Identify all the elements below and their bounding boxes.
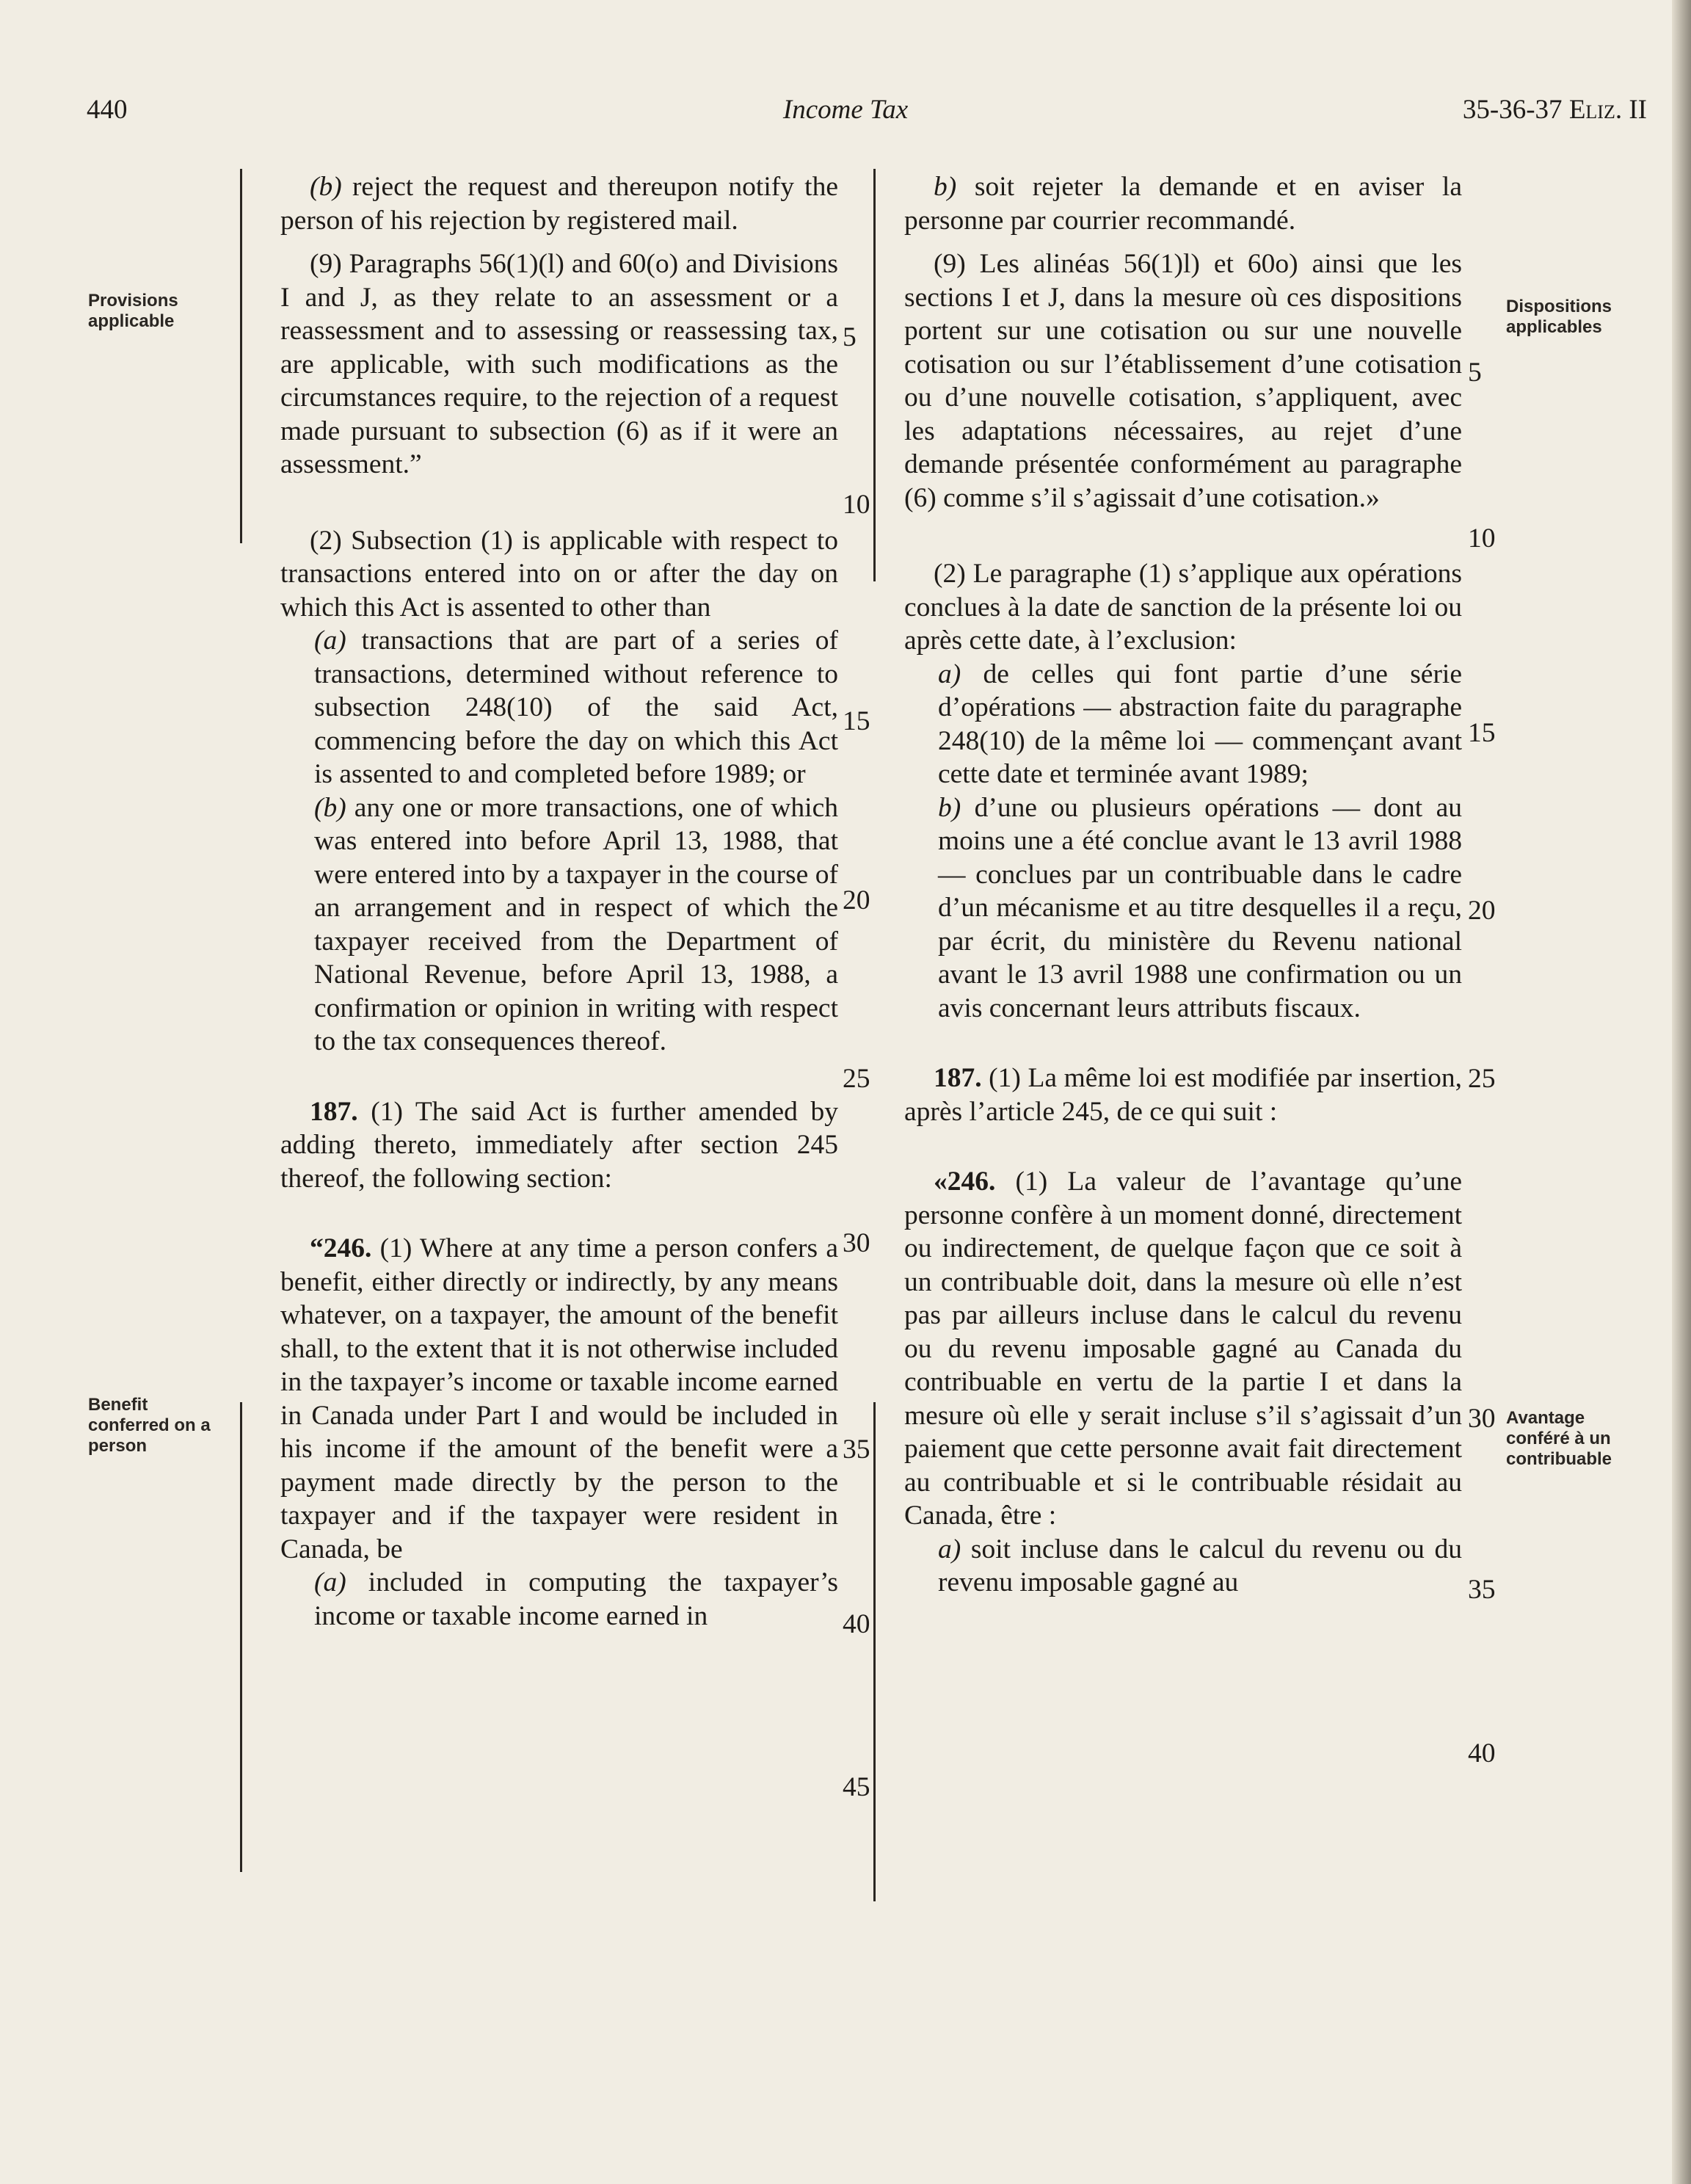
page-number: 440 <box>87 95 128 125</box>
en-text-187: (1) The said Act is further amended by adding thereto, immediately after section 245 thereof, the following section: <box>280 1096 838 1194</box>
fr-section-number-187: 187. <box>934 1063 982 1093</box>
margin-note-provisions: Provisions applicable <box>88 291 178 331</box>
en-section-246 <box>280 1232 838 1566</box>
fr-section-187 <box>904 1062 1462 1128</box>
fr-text-187: (1) La même loi est modifiée par insertion, après l’article 245, de ce qui suit : <box>904 1063 1462 1127</box>
line-number-en-15: 15 <box>843 706 870 736</box>
fr-label-b: b) <box>934 172 957 202</box>
margin-note-avantage: Avantage conféré à un contribuable <box>1506 1408 1612 1469</box>
en-section-number-187: 187. <box>310 1096 358 1127</box>
line-number-fr-20: 20 <box>1468 896 1496 926</box>
en-text-reject: reject the request and thereupon notify the person of his rejection by registered mail. <box>280 172 838 236</box>
fr-text-b2: d’une ou plusieurs opérations — dont au moins une a été conclue avant le 13 avril 1988 — conclues par un contribuable dans le cadre d’un mécanisme et au titre desquelles il a reçu, par écrit, du ministère du Revenu national avant le 13 avril 1988 une confirmation ou un avis concernant leurs attributs fiscaux. <box>938 792 1462 1023</box>
line-number-fr-15: 15 <box>1468 718 1496 748</box>
fr-label-b2: b) <box>938 792 961 823</box>
margin-note-dispositions: Dispositions applicables <box>1506 297 1612 337</box>
en-text-a: transactions that are part of a series of transactions, determined without reference to subsection 248(10) of the said Act, commencing before the day on which this Act is assented to and completed before 1989; or <box>314 625 838 789</box>
fr-text-a: de celles qui font partie d’une série d’opérations — abstraction faite du paragraphe 248(10) de la même loi — commençant avant cette date et terminée avant 1989; <box>938 659 1462 789</box>
line-number-en-10: 10 <box>843 490 870 520</box>
line-number-en-25: 25 <box>843 1064 870 1094</box>
ref-prefix: 35-36-37 <box>1462 95 1569 125</box>
line-number-fr-25: 25 <box>1468 1064 1496 1094</box>
en-item-a <box>280 624 838 791</box>
line-number-fr-35: 35 <box>1468 1575 1496 1605</box>
running-title: Income Tax <box>782 95 909 125</box>
fr-text-246: (1) La valeur de l’avantage qu’une personne confère à un moment donné, directement ou indirectement, de quelque façon que ce soit à un contribuable doit, dans la mesure où elle n’est pas par ailleurs incluse dans le calcul du revenu ou du revenu imposable gagné au Canada du contribuable en vertu de la partie I et dans la mesure où elle y serait incluse s’il s’agissait d’un paiement que cette personne avait fait directement au contribuable et si le contribuable résidait au Canada, être : <box>904 1167 1462 1531</box>
line-number-en-5: 5 <box>843 322 857 352</box>
fr-para-2: (2) Le paragraphe (1) s’applique aux opérations conclues à la date de sanction de la présente loi ou après cette date, à l’exclusion: <box>904 559 1462 656</box>
fr-text-rejeter: soit rejeter la demande et en aviser la personne par courrier recommandé. <box>904 172 1462 236</box>
line-number-en-30: 30 <box>843 1228 870 1258</box>
english-column <box>280 170 838 1633</box>
french-column <box>904 170 1462 1600</box>
line-number-fr-5: 5 <box>1468 358 1482 388</box>
en-item-246-a <box>280 1566 838 1633</box>
line-number-en-40: 40 <box>843 1609 870 1639</box>
fr-para-b-rejeter <box>904 170 1462 237</box>
fr-section-number-246: «246. <box>934 1167 996 1197</box>
en-section-number-246: “246. <box>310 1233 372 1263</box>
en-section-187 <box>280 1095 838 1196</box>
en-text-b2: any one or more transactions, one of which was entered into before April 13, 1988, that were entered into by a taxpayer in the course of an arrangement and in respect of which the taxpayer received from the Department of National Revenue, before April 13, 1988, a confirmation or opinion in writing with respect to the tax consequences thereof. <box>314 792 838 1056</box>
amendment-bar-fr-1 <box>873 169 876 581</box>
fr-label-246-a: a) <box>938 1534 961 1564</box>
margin-note-benefit: Benefit conferred on a person <box>88 1395 211 1456</box>
fr-label-a: a) <box>938 659 961 689</box>
ref-suffix: . II <box>1615 95 1647 125</box>
en-para-b-reject <box>280 170 838 237</box>
line-number-fr-30: 30 <box>1468 1404 1496 1434</box>
statute-reference <box>1463 94 1647 126</box>
line-number-fr-40: 40 <box>1468 1738 1496 1768</box>
line-number-en-20: 20 <box>843 885 870 915</box>
amendment-bar-en-2 <box>240 1402 242 1872</box>
book-spine-shadow <box>1672 0 1691 2184</box>
en-label-a: (a) <box>314 625 346 656</box>
fr-text-246-a: soit incluse dans le calcul du revenu ou du revenu imposable gagné au <box>938 1534 1462 1597</box>
line-number-en-45: 45 <box>843 1772 870 1802</box>
amendment-bar-fr-2 <box>873 1402 876 1901</box>
ref-smallcaps: Eliz <box>1568 95 1615 125</box>
fr-para-9: (9) Les alinéas 56(1)l) et 60o) ainsi que les sections I et J, dans la mesure où ces dispositions portent sur une cotisation ou sur une nouvelle cotisation ou sur l’établissement d’une cotisation ou d’une nouvelle cotisation, s’appliquent, avec les adaptations nécessaires, au rejet d’une demande présentée conformément au paragraphe (6) comme s’il s’agissait d’une cotisation.» <box>904 249 1462 513</box>
en-label-b2: (b) <box>314 792 346 823</box>
en-text-246: (1) Where at any time a person confers a benefit, either directly or indirectly, by any means whatever, on a taxpayer, the amount of the benefit shall, to the extent that it is not otherwise included in the taxpayer’s income or taxable income earned in Canada under Part I and would be included in his income if the amount of the benefit were a payment made directly by the person to the taxpayer and if the taxpayer were resident in Canada, be <box>280 1233 838 1564</box>
en-label-b: (b) <box>310 172 342 202</box>
en-label-246-a: (a) <box>314 1567 346 1597</box>
en-para-9: (9) Paragraphs 56(1)(l) and 60(o) and Divisions I and J, as they relate to an assessment or a reassessment and to assessing or reassessing tax, are applicable, with such modifications as the circumstances require, to the rejection of a request made pursuant to subsection (6) as if it were an assessment.” <box>280 249 838 479</box>
fr-item-b <box>904 791 1462 1026</box>
fr-item-a <box>904 658 1462 791</box>
line-number-fr-10: 10 <box>1468 523 1496 554</box>
en-item-b <box>280 791 838 1059</box>
amendment-bar-en-1 <box>240 169 242 543</box>
fr-section-246 <box>904 1165 1462 1533</box>
en-text-246-a: included in computing the taxpayer’s income or taxable income earned in <box>314 1567 838 1631</box>
fr-item-246-a <box>904 1533 1462 1600</box>
line-number-en-35: 35 <box>843 1434 870 1465</box>
en-para-2: (2) Subsection (1) is applicable with respect to transactions entered into on or after the day on which this Act is assented to other than <box>280 525 838 623</box>
